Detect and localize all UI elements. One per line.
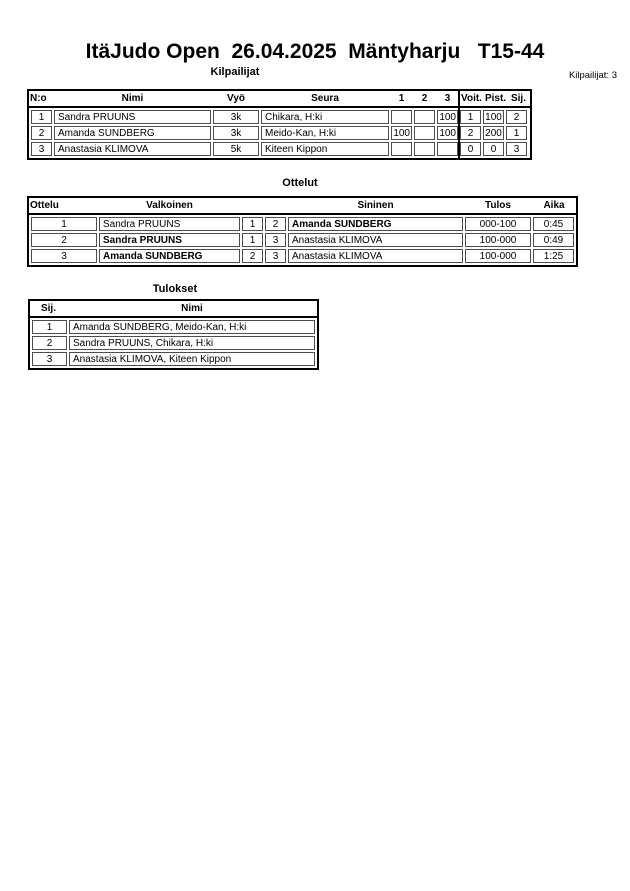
competitor-count: Kilpailijat: 3 [568, 70, 617, 81]
section-title-competitors: Kilpailijat [210, 66, 260, 78]
matches-grid [29, 215, 576, 265]
column-header-blue-number [264, 198, 287, 213]
cell-time: 0:49 [533, 233, 574, 247]
cell-result: 000-100 [465, 217, 531, 231]
table-row [31, 110, 527, 124]
cell-club: Chikara, H:ki [261, 110, 389, 124]
column-header-white: Valkoinen [146, 200, 193, 211]
cell-round3: 100 [437, 126, 458, 140]
cell-match-number: 3 [31, 249, 97, 263]
cell-number: 2 [31, 126, 52, 140]
cell-number: 1 [31, 110, 52, 124]
column-header-name: Nimi [181, 303, 203, 314]
section-title-matches: Ottelut [282, 177, 318, 189]
cell-name: Anastasia KLIMOVA [54, 142, 211, 156]
cell-place: 3 [32, 352, 67, 366]
column-header-place: Sij. [510, 93, 526, 104]
thick-column-separator [458, 91, 460, 158]
matches-table [27, 196, 578, 267]
table-row [31, 233, 574, 247]
cell-round3: 100 [437, 110, 458, 124]
results-grid [30, 318, 317, 368]
cell-white-number: 1 [242, 233, 263, 247]
cell-place: 2 [506, 110, 527, 124]
cell-place: 3 [506, 142, 527, 156]
cell-blue-number: 2 [265, 217, 286, 231]
section-title-results: Tulokset [152, 283, 198, 295]
cell-blue-name: Amanda SUNDBERG [288, 217, 463, 231]
table-row [32, 336, 315, 350]
cell-points: 100 [483, 110, 504, 124]
table-row [31, 217, 574, 231]
column-header-round1: 1 [398, 93, 405, 104]
cell-time: 0:45 [533, 217, 574, 231]
matches-header-row [29, 198, 576, 215]
column-header-place: Sij. [40, 303, 56, 314]
column-header-blue: Sininen [357, 200, 394, 211]
cell-result: 100-000 [465, 233, 531, 247]
cell-name: Sandra PRUUNS [54, 110, 211, 124]
column-header-number: N:o [30, 93, 47, 104]
cell-wins: 1 [460, 110, 481, 124]
results-table [28, 299, 319, 370]
cell-blue-name: Anastasia KLIMOVA [288, 233, 463, 247]
competitors-grid [29, 108, 529, 158]
cell-belt: 3k [213, 110, 259, 124]
results-header-row [30, 301, 317, 318]
cell-club: Meido-Kan, H:ki [261, 126, 389, 140]
column-header-white-number [241, 198, 264, 213]
column-header-points: Pist. [484, 93, 507, 104]
column-header-match: Ottelu [30, 200, 59, 211]
cell-place: 1 [32, 320, 67, 334]
cell-round2 [414, 142, 435, 156]
cell-round1 [391, 110, 412, 124]
cell-blue-number: 3 [265, 249, 286, 263]
column-header-wins: Voit. [461, 93, 482, 104]
cell-white-name: Sandra PRUUNS [99, 217, 240, 231]
cell-white-name: Amanda SUNDBERG [99, 249, 240, 263]
cell-round3 [437, 142, 458, 156]
table-row [32, 320, 315, 334]
cell-points: 200 [483, 126, 504, 140]
cell-white-number: 1 [242, 217, 263, 231]
table-row [31, 126, 527, 140]
column-header-result: Tulos [485, 200, 511, 211]
cell-name: Anastasia KLIMOVA, Kiteen Kippon [69, 352, 315, 366]
cell-number: 3 [31, 142, 52, 156]
cell-wins: 2 [460, 126, 481, 140]
cell-round2 [414, 110, 435, 124]
cell-match-number: 1 [31, 217, 97, 231]
cell-result: 100-000 [465, 249, 531, 263]
table-row [31, 142, 527, 156]
cell-belt: 3k [213, 126, 259, 140]
page-title: ItäJudo Open 26.04.2025 Mäntyharju T15-44 [85, 40, 545, 63]
table-row [32, 352, 315, 366]
cell-blue-name: Anastasia KLIMOVA [288, 249, 463, 263]
cell-white-number: 2 [242, 249, 263, 263]
column-header-name: Nimi [121, 93, 144, 104]
cell-blue-number: 3 [265, 233, 286, 247]
cell-name: Sandra PRUUNS, Chikara, H:ki [69, 336, 315, 350]
cell-place: 1 [506, 126, 527, 140]
cell-name: Amanda SUNDBERG, Meido-Kan, H:ki [69, 320, 315, 334]
column-header-round2: 2 [421, 93, 428, 104]
cell-points: 0 [483, 142, 504, 156]
cell-club: Kiteen Kippon [261, 142, 389, 156]
cell-wins: 0 [460, 142, 481, 156]
column-header-time: Aika [543, 200, 565, 211]
cell-round1 [391, 142, 412, 156]
column-header-round3: 3 [444, 93, 451, 104]
cell-time: 1:25 [533, 249, 574, 263]
cell-round1: 100 [391, 126, 412, 140]
cell-belt: 5k [213, 142, 259, 156]
cell-white-name: Sandra PRUUNS [99, 233, 240, 247]
cell-place: 2 [32, 336, 67, 350]
competitors-table [27, 89, 532, 160]
competitors-header-row [29, 91, 530, 108]
cell-round2 [414, 126, 435, 140]
table-row [31, 249, 574, 263]
column-header-club: Seura [311, 93, 339, 104]
cell-name: Amanda SUNDBERG [54, 126, 211, 140]
column-header-belt: Vyö [227, 93, 245, 104]
cell-match-number: 2 [31, 233, 97, 247]
